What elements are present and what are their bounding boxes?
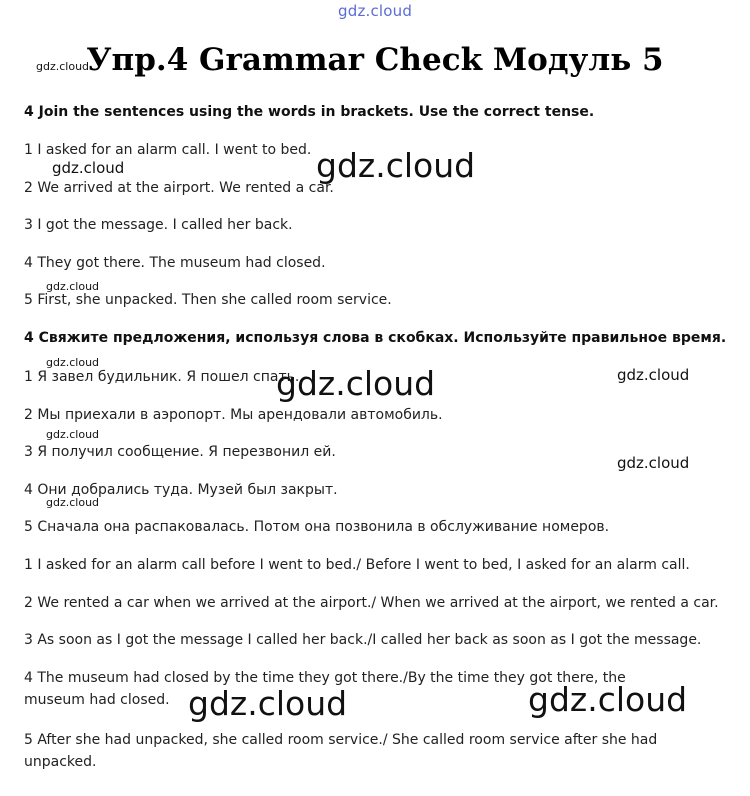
watermark-8: gdz.cloud [617,454,690,472]
task-ru-heading: 4 Свяжите предложения, используя слова в скобках. Используйте правильное время. [24,330,727,346]
task-ru-item-5: 5 Сначала она распаковалась. Потом она позвонила в обслуживание номеров. [24,519,610,535]
answer-5: 5 After she had unpacked, she called room service./ She called room service after she had unpacked. [24,732,658,770]
watermark-top: gdz.cloud [338,2,413,20]
watermark-10: gdz.cloud [188,684,348,723]
watermark-9: gdz.cloud [46,496,100,509]
task-ru-item-2: 2 Мы приехали в аэропорт. Мы арендовали автомобиль. [24,407,443,423]
watermark-left-title: gdz.cloud [36,60,90,73]
task-en-heading: 4 Join the sentences using the words in brackets. Use the correct tense. [24,104,595,120]
answer-4: 4 The museum had closed by the time they got there./By the time they got there, the museum had closed. [24,670,626,708]
watermark-2: gdz.cloud [316,146,476,185]
answer-2: 2 We rented a car when we arrived at the airport./ When we arrived at the airport, we rented a car. [24,595,719,611]
task-en-item-5: 5 First, she unpacked. Then she called room service. [24,292,392,308]
watermark-1: gdz.cloud [52,159,125,177]
watermark-6: gdz.cloud [617,366,690,384]
watermark-3: gdz.cloud [46,280,100,293]
task-en-item-1: 1 I asked for an alarm call. I went to bed. [24,142,312,158]
watermark-11: gdz.cloud [528,680,688,719]
watermark-4: gdz.cloud [46,356,100,369]
task-en-item-3: 3 I got the message. I called her back. [24,217,293,233]
task-en-item-4: 4 They got there. The museum had closed. [24,255,326,271]
watermark-7: gdz.cloud [46,428,100,441]
watermark-5: gdz.cloud [276,364,436,403]
answer-3: 3 As soon as I got the message I called her back./I called her back as soon as I got the message. [24,632,702,648]
task-ru-item-3: 3 Я получил сообщение. Я перезвонил ей. [24,444,336,460]
task-en-item-2: 2 We arrived at the airport. We rented a car. [24,180,334,196]
answer-1: 1 I asked for an alarm call before I went to bed./ Before I went to bed, I asked for an alarm call. [24,557,690,573]
task-ru-item-1: 1 Я завел будильник. Я пошел спать. [24,369,300,385]
page-title: Упр.4 Grammar Check Модуль 5 [86,42,664,78]
task-ru-item-4: 4 Они добрались туда. Музей был закрыт. [24,482,338,498]
